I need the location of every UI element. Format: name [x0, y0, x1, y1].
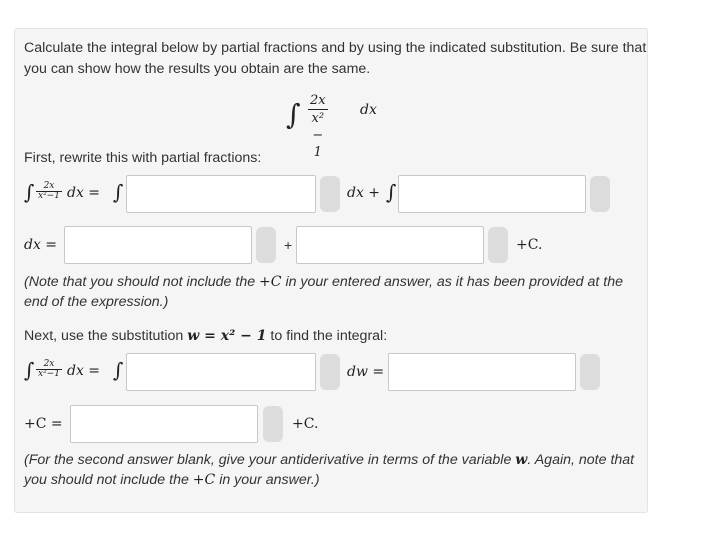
- main-fraction: [308, 92, 328, 161]
- note-2-c: +C: [192, 472, 216, 488]
- pf-answer-1-input[interactable]: [126, 175, 316, 213]
- pf-answer-3-input[interactable]: [64, 226, 252, 264]
- note-2-var: w: [515, 452, 528, 468]
- sub-answer-2-input[interactable]: [388, 353, 576, 391]
- pf-integral-sign: ∫: [24, 180, 35, 204]
- pf-rhs-integral-sign: ∫: [113, 180, 124, 204]
- pf-plus-c: +C.: [516, 237, 543, 253]
- substitution-text-b: to find the integral:: [266, 328, 388, 344]
- main-denominator: x² − 1: [311, 111, 325, 160]
- sub-lhs-fraction: [36, 360, 62, 379]
- pf-answer-3-preview[interactable]: [256, 227, 276, 263]
- sub-answer-2-preview[interactable]: [580, 354, 600, 390]
- note-1-line-2: end of the expression.): [24, 294, 169, 310]
- integral-sign: ∫: [286, 98, 301, 131]
- pf-dx-plus: dx +: [347, 185, 381, 201]
- note-1-text-b: in your entered answer, as it has been provided at the: [281, 274, 624, 290]
- main-numerator: 2x: [310, 93, 326, 108]
- sub-answer-1-input[interactable]: [126, 353, 316, 391]
- pf-lhs-dx-eq: dx =: [67, 185, 101, 201]
- pf-answer-4-input[interactable]: [296, 226, 484, 264]
- sub-plus-c: +C.: [292, 416, 319, 432]
- substitution-math: w = x² − 1: [187, 328, 267, 344]
- sub-dw-eq: dw =: [347, 364, 385, 380]
- note-2-text-b: . Again, note that: [527, 452, 635, 468]
- sub-lhs: [24, 358, 124, 386]
- sub-answer-3-input[interactable]: [70, 405, 258, 443]
- pf-lhs-numerator: 2x: [36, 182, 62, 192]
- sub-rhs-integral-sign: ∫: [113, 358, 124, 382]
- sub-lhs-numerator: 2x: [36, 360, 62, 370]
- substitution-text-a: Next, use the substitution: [24, 328, 188, 344]
- sub-lhs-dx-eq: dx =: [67, 363, 101, 379]
- pf-answer-4-preview[interactable]: [488, 227, 508, 263]
- pf-lhs: [24, 180, 124, 208]
- sub-answer-1-preview[interactable]: [320, 354, 340, 390]
- pf-answer-1-preview[interactable]: [320, 176, 340, 212]
- pf-second-integral-sign: ∫: [386, 180, 397, 204]
- partial-fractions-prompt: First, rewrite this with partial fractions:: [24, 150, 262, 166]
- substitution-prompt: [24, 326, 387, 347]
- pf-answer-2-preview[interactable]: [590, 176, 610, 212]
- pf-lhs-fraction: [36, 182, 62, 201]
- sub-answer-3-preview[interactable]: [263, 406, 283, 442]
- note-2-text-a: (For the second answer blank, give your antiderivative in terms of the variable: [24, 452, 516, 468]
- pf-answer-2-input[interactable]: [398, 175, 586, 213]
- note-1-text-a: (Note that you should not include the: [24, 274, 260, 290]
- pf-lhs-denominator: x²−1: [38, 191, 60, 201]
- pf-dx-eq: dx =: [24, 237, 58, 253]
- pf-plus-sign: +: [284, 237, 293, 253]
- note-1-line-1: [24, 272, 623, 293]
- intro-line-1: Calculate the integral below by partial fractions and by using the indicated substitution. Be sure that: [24, 40, 647, 56]
- note-1-c: +C: [259, 274, 282, 290]
- note-2-text-c: you should not include the: [24, 472, 193, 488]
- note-2-line-2: [24, 470, 320, 491]
- sub-c-eq: +C =: [24, 416, 63, 432]
- note-2-line-1: [24, 450, 634, 471]
- note-2-text-d: in your answer.): [215, 472, 320, 488]
- main-dx: dx: [360, 102, 377, 118]
- intro-line-2: you can show how the results you obtain are the same.: [24, 61, 371, 77]
- sub-lhs-denominator: x²−1: [38, 369, 60, 379]
- sub-integral-sign: ∫: [24, 358, 35, 382]
